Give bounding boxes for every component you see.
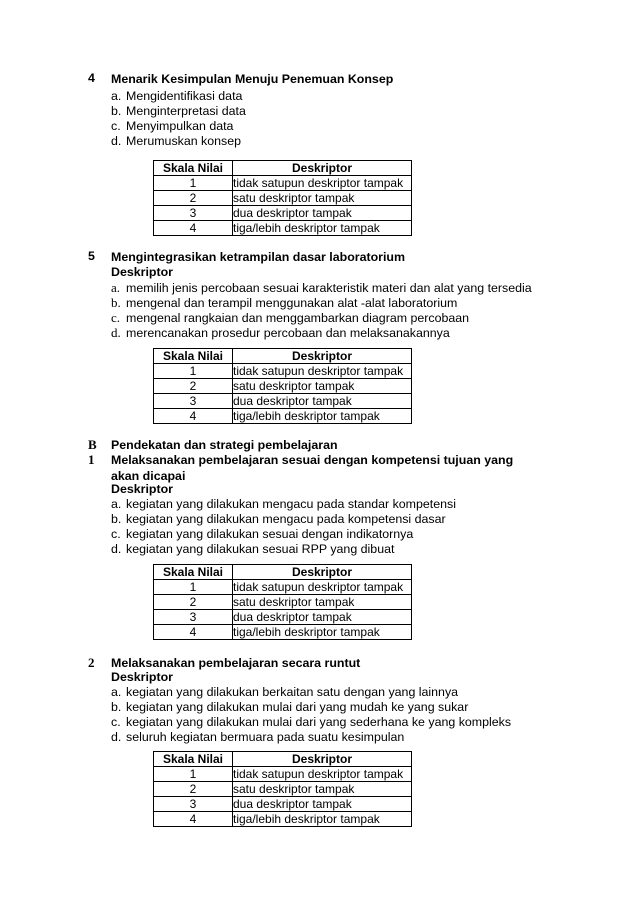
table-row [154, 580, 412, 595]
list-marker: b. [111, 104, 122, 118]
table-header-cell: Skala Nilai [154, 349, 233, 364]
table-cell: 4 [154, 812, 233, 827]
table-row [154, 797, 412, 812]
section-number: 4 [88, 71, 95, 85]
table-cell: 4 [154, 625, 233, 640]
table-header-cell: Deskriptor [233, 349, 412, 364]
list-text: Menyimpulkan data [126, 119, 234, 133]
list-item [111, 119, 233, 133]
list-marker: a. [111, 280, 121, 295]
table-row [154, 379, 412, 394]
table-cell: tidak satupun deskriptor tampak [233, 176, 412, 191]
table-header-cell: Deskriptor [233, 752, 412, 767]
list-text: kegiatan yang dilakukan mulai dari yang mudah ke yang sukar [126, 700, 469, 714]
list-item [111, 134, 241, 148]
section-title: Pendekatan dan strategi pembelajaran [111, 438, 338, 452]
table-cell: satu deskriptor tampak [233, 782, 412, 797]
section-title: Mengintegrasikan ketrampilan dasar laboratorium [111, 250, 406, 264]
table-row [154, 206, 412, 221]
list-text: kegiatan yang dilakukan mengacu pada kompetensi dasar [126, 512, 446, 526]
section-number: B [88, 437, 97, 452]
list-item [111, 325, 450, 341]
section-number: 1 [88, 452, 95, 467]
list-marker: c. [111, 310, 121, 325]
list-text: merencanakan prosedur percobaan dan melaksanakannya [126, 326, 450, 340]
table-cell: 2 [154, 595, 233, 610]
table-cell: tidak satupun deskriptor tampak [233, 580, 412, 595]
list-item [111, 730, 404, 744]
list-item [111, 700, 468, 714]
table-cell: dua deskriptor tampak [233, 797, 412, 812]
table-cell: dua deskriptor tampak [233, 394, 412, 409]
list-item [111, 715, 511, 729]
list-marker: d. [111, 325, 121, 340]
table-row [154, 812, 412, 827]
table-cell: tiga/lebih deskriptor tampak [233, 221, 412, 236]
table-row [154, 409, 412, 424]
scale-table [153, 160, 412, 236]
table-cell: 2 [154, 782, 233, 797]
table-cell: 3 [154, 797, 233, 812]
list-item [111, 527, 413, 541]
table-row [154, 565, 412, 580]
table-row [154, 349, 412, 364]
table-cell: 1 [154, 176, 233, 191]
list-text: Merumuskan konsep [126, 134, 242, 148]
table-header-cell: Deskriptor [233, 161, 412, 176]
list-item [111, 295, 457, 311]
list-item [111, 497, 456, 511]
scale-table [153, 751, 412, 827]
table-cell: 3 [154, 394, 233, 409]
table-cell: 4 [154, 409, 233, 424]
table-cell: tidak satupun deskriptor tampak [233, 364, 412, 379]
table-row [154, 161, 412, 176]
section-title: Menarik Kesimpulan Menuju Penemuan Konsep [111, 72, 394, 86]
scale-table [153, 348, 412, 424]
table-cell: satu deskriptor tampak [233, 191, 412, 206]
list-text: kegiatan yang dilakukan mengacu pada standar kompetensi [126, 497, 456, 511]
table-cell: tidak satupun deskriptor tampak [233, 767, 412, 782]
section-subtitle: Deskriptor [111, 482, 173, 496]
list-marker: d. [111, 134, 122, 148]
table-row [154, 394, 412, 409]
list-text: kegiatan yang dilakukan mulai dari yang sederhana ke yang kompleks [126, 715, 512, 729]
table-cell: satu deskriptor tampak [233, 595, 412, 610]
list-marker: d. [111, 542, 122, 556]
table-cell: 3 [154, 610, 233, 625]
table-cell: satu deskriptor tampak [233, 379, 412, 394]
list-marker: a. [111, 685, 122, 699]
list-marker: c. [111, 527, 121, 541]
table-row [154, 752, 412, 767]
table-cell: dua deskriptor tampak [233, 206, 412, 221]
table-cell: tiga/lebih deskriptor tampak [233, 409, 412, 424]
section-title: Melaksanakan pembelajaran secara runtut [111, 656, 361, 670]
list-text: kegiatan yang dilakukan berkaitan satu dengan yang lainnya [126, 685, 459, 699]
section-number: 2 [88, 655, 95, 670]
table-cell: dua deskriptor tampak [233, 610, 412, 625]
table-row [154, 625, 412, 640]
list-item [111, 280, 532, 296]
list-text: mengenal rangkaian dan menggambarkan diagram percobaan [126, 311, 470, 325]
list-item [111, 104, 246, 118]
table-cell: tiga/lebih deskriptor tampak [233, 812, 412, 827]
section-title: Melaksanakan pembelajaran sesuai dengan kompetensi tujuan yang akan dicapai [111, 453, 514, 483]
section-subtitle: Deskriptor [111, 670, 173, 684]
table-header-cell: Skala Nilai [154, 752, 233, 767]
list-text: memilih jenis percobaan sesuai karakteristik materi dan alat yang tersedia [126, 281, 532, 295]
table-row [154, 610, 412, 625]
list-item [111, 310, 469, 326]
table-cell: 1 [154, 580, 233, 595]
list-marker: a. [111, 89, 122, 103]
list-text: kegiatan yang dilakukan sesuai RPP yang dibuat [126, 542, 395, 556]
list-marker: b. [111, 512, 122, 526]
list-marker: b. [111, 700, 122, 714]
list-text: mengenal dan terampil menggunakan alat -alat laboratorium [126, 296, 458, 310]
table-row [154, 782, 412, 797]
table-cell: 2 [154, 191, 233, 206]
list-item [111, 89, 242, 103]
list-text: Menginterpretasi data [126, 104, 246, 118]
section-subtitle: Deskriptor [111, 265, 173, 279]
list-text: Mengidentifikasi data [126, 89, 243, 103]
table-cell: 2 [154, 379, 233, 394]
list-text: seluruh kegiatan bermuara pada suatu kesimpulan [126, 730, 405, 744]
list-item [111, 685, 458, 699]
table-row [154, 364, 412, 379]
table-row [154, 595, 412, 610]
table-header-cell: Skala Nilai [154, 565, 233, 580]
section-number: 5 [88, 249, 95, 263]
scale-table [153, 564, 412, 640]
list-item [111, 512, 446, 526]
list-marker: c. [111, 715, 121, 729]
table-cell: 3 [154, 206, 233, 221]
table-cell: 4 [154, 221, 233, 236]
table-row [154, 221, 412, 236]
table-row [154, 767, 412, 782]
table-row [154, 176, 412, 191]
list-marker: d. [111, 730, 122, 744]
list-marker: a. [111, 497, 122, 511]
list-marker: b. [111, 295, 121, 310]
table-cell: tiga/lebih deskriptor tampak [233, 625, 412, 640]
table-header-cell: Skala Nilai [154, 161, 233, 176]
list-item [111, 542, 394, 556]
table-header-cell: Deskriptor [233, 565, 412, 580]
list-marker: c. [111, 119, 121, 133]
list-text: kegiatan yang dilakukan sesuai dengan indikatornya [126, 527, 414, 541]
table-cell: 1 [154, 767, 233, 782]
table-row [154, 191, 412, 206]
table-cell: 1 [154, 364, 233, 379]
